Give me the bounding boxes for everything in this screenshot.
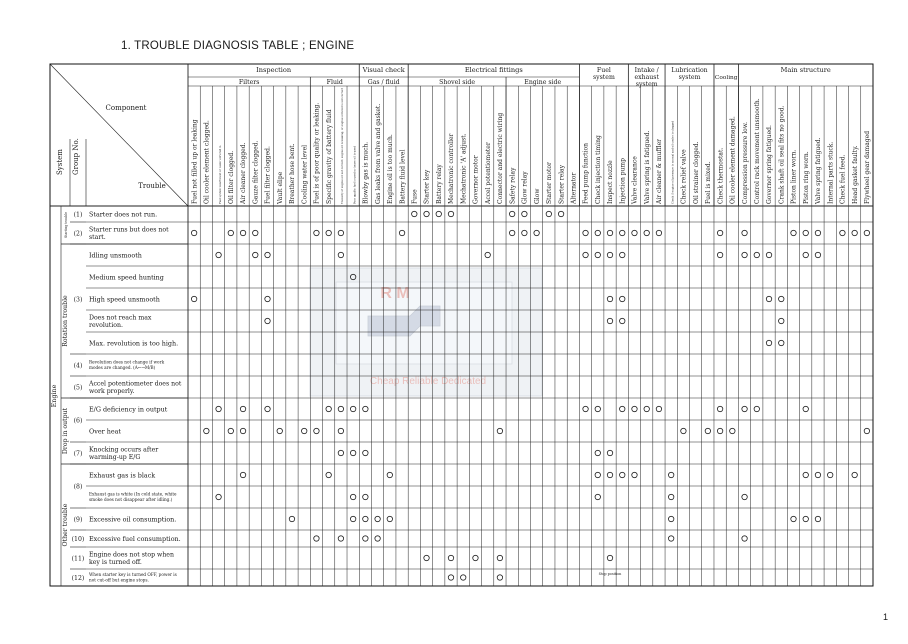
diagnosis-mark xyxy=(620,318,625,323)
column-label: Mechatronic controller xyxy=(448,133,456,204)
diagnosis-mark xyxy=(742,252,747,257)
column-label: Inspect nozzle xyxy=(607,160,615,204)
diagnosis-mark xyxy=(363,536,368,541)
trouble-label: Engine does not stop when key is turned off. xyxy=(89,551,174,566)
trouble-label: Revolution does not change if work modes are changed. (A←→M/B) xyxy=(89,359,165,370)
column-label: Feed pump function xyxy=(582,143,590,204)
diagnosis-mark xyxy=(779,340,784,345)
diagnosis-mark xyxy=(779,296,784,301)
column-label: Safety relay xyxy=(509,167,517,204)
column-label: Oil strainer clogged. xyxy=(692,141,700,204)
diagnosis-mark xyxy=(265,296,270,301)
trouble-label: High speed unsmooth xyxy=(89,295,160,304)
diagnosis-mark xyxy=(607,230,612,235)
diagnosis-mark xyxy=(803,472,808,477)
trouble-header: Trouble xyxy=(138,182,166,190)
diagnosis-mark xyxy=(302,428,307,433)
column-label: Check injection timing xyxy=(594,135,602,204)
diagnosis-mark xyxy=(265,252,270,257)
diagnosis-mark xyxy=(522,230,527,235)
column-label: Engine oil is too much. xyxy=(387,134,395,204)
diagnosis-mark xyxy=(448,555,453,560)
diagnosis-mark xyxy=(497,575,502,580)
column-label: Connector and electric wiring xyxy=(497,112,505,204)
trouble-label: Excessive fuel consumption. xyxy=(89,535,181,543)
diagnosis-mark xyxy=(387,472,392,477)
diagnosis-mark xyxy=(864,428,869,433)
column-label: Crank shaft oil seal fits no good. xyxy=(778,105,786,204)
diagnosis-mark xyxy=(779,318,784,323)
subcategory-label: Shovel side xyxy=(439,79,476,86)
watermark-tagline: Cheap Reliable Dedicated xyxy=(369,376,487,387)
diagnosis-mark xyxy=(448,211,453,216)
trouble-label: Exhaust gas is white (In cold state, white smoke does not disappear after idling.) xyxy=(89,491,177,502)
trouble-label: Does not reach max revolution. xyxy=(89,314,152,329)
diagnosis-mark xyxy=(338,252,343,257)
diagnosis-mark xyxy=(852,472,857,477)
column-label: Flywheel gear damaged xyxy=(864,130,872,204)
column-label: Fuel filter clogged. xyxy=(264,146,272,204)
diagnosis-mark xyxy=(742,494,747,499)
diagnosis-mark xyxy=(497,428,502,433)
diagnosis-mark xyxy=(668,494,673,499)
column-label: Check fuel feed. xyxy=(839,154,847,204)
diagnosis-mark xyxy=(424,211,429,216)
diagnosis-mark xyxy=(534,230,539,235)
diagnosis-mark xyxy=(338,428,343,433)
diagnosis-mark xyxy=(656,406,661,411)
diagnosis-mark xyxy=(742,536,747,541)
system-label: Drop in output xyxy=(62,407,69,455)
diagnosis-mark xyxy=(791,516,796,521)
trouble-label: Excessive oil consumption. xyxy=(89,515,177,524)
column-label: Mechatronic 'A' adjust. xyxy=(460,133,468,204)
component-header: Component xyxy=(105,104,147,112)
diagnosis-mark xyxy=(375,516,380,521)
column-label: Oil filter clogged. xyxy=(228,150,236,204)
diagnosis-mark xyxy=(350,450,355,455)
trouble-label: Starter runs but does not start. xyxy=(89,226,169,241)
column-label: Accel potentiometer xyxy=(484,142,492,204)
diagnosis-mark xyxy=(717,252,722,257)
group-label: (5) xyxy=(73,384,83,392)
diagnosis-mark xyxy=(583,252,588,257)
diagnosis-mark xyxy=(326,406,331,411)
diagnosis-mark xyxy=(644,406,649,411)
diagnosis-mark xyxy=(387,516,392,521)
diagnosis-mark xyxy=(558,211,563,216)
group-label: (4) xyxy=(73,362,83,370)
column-label: Valve spring fatigued. xyxy=(815,137,823,204)
diagnosis-mark xyxy=(191,296,196,301)
column-label: Check if engine oil pressure is normal and oil cooler is clogged xyxy=(671,120,675,204)
page-number: 1 xyxy=(882,612,888,622)
diagnosis-mark xyxy=(363,406,368,411)
column-label: Blowby gas is much. xyxy=(362,141,370,204)
column-label: Fuel is of poor quality or leaking. xyxy=(313,102,321,204)
column-label: Fuel is mixed. xyxy=(705,161,713,204)
diagnosis-mark xyxy=(216,406,221,411)
diagnosis-mark xyxy=(265,406,270,411)
category-label: Inspection xyxy=(256,66,292,74)
column-label: Valve spring is fatigued. xyxy=(643,130,651,204)
diagnosis-mark xyxy=(803,252,808,257)
diagnosis-mark xyxy=(668,536,673,541)
diagnosis-mark xyxy=(326,230,331,235)
diagnosis-mark xyxy=(864,230,869,235)
column-label: Piston ring worn. xyxy=(802,151,810,204)
diagnosis-mark xyxy=(840,230,845,235)
group-label: (7) xyxy=(73,450,83,458)
group-label: (2) xyxy=(73,230,83,238)
diagnosis-mark xyxy=(363,494,368,499)
diagnosis-mark xyxy=(791,230,796,235)
diagnosis-mark xyxy=(607,555,612,560)
trouble-label: Accel potentiometer does not work properly. xyxy=(89,380,182,395)
trouble-label: Over heat xyxy=(89,427,121,436)
column-label: Fuel system insufficient or water ent'ered in xyxy=(218,145,222,204)
diagnosis-mark xyxy=(766,340,771,345)
diagnosis-mark xyxy=(314,428,319,433)
header-diagonal xyxy=(50,64,188,206)
diagnosis-mark xyxy=(253,230,258,235)
diagnosis-mark xyxy=(705,428,710,433)
diagnosis-mark xyxy=(620,230,625,235)
diagnosis-mark xyxy=(607,450,612,455)
diagnosis-mark xyxy=(436,211,441,216)
column-label: Vault elipe xyxy=(276,171,284,204)
trouble-label: Exhaust gas is black xyxy=(89,471,156,480)
trouble-label: Medium speed hunting xyxy=(89,273,164,282)
diagnosis-mark xyxy=(216,494,221,499)
category-label: Intake / exhaust system xyxy=(634,67,659,88)
diagnosis-mark xyxy=(228,230,233,235)
diagnosis-mark xyxy=(253,252,258,257)
diagnosis-mark xyxy=(607,296,612,301)
diagnosis-mark xyxy=(632,406,637,411)
column-label: Check thermostat. xyxy=(717,147,725,204)
diagnosis-mark xyxy=(240,230,245,235)
group-label: (3) xyxy=(73,296,83,304)
diagnosis-mark xyxy=(240,428,245,433)
group-label: (12) xyxy=(71,575,85,582)
group-label: (8) xyxy=(73,483,83,491)
diagnosis-mark xyxy=(766,296,771,301)
category-label: Electrical fittings xyxy=(464,66,523,74)
column-label: Air cleaner clogged. xyxy=(240,142,248,204)
diagnosis-mark xyxy=(766,252,771,257)
group-label: (1) xyxy=(73,211,83,219)
column-label: Oil cooler element damaged. xyxy=(729,116,737,204)
diagnosis-mark xyxy=(204,428,209,433)
column-label: Poor quality fuel is used or heavy oil is used xyxy=(353,146,357,204)
diagnosis-mark xyxy=(620,252,625,257)
diagnosis-mark xyxy=(314,536,319,541)
diagnosis-mark xyxy=(363,450,368,455)
diagnosis-mark xyxy=(473,555,478,560)
diagnosis-mark xyxy=(363,516,368,521)
diagnosis-mark xyxy=(289,516,294,521)
diagnosis-mark xyxy=(240,406,245,411)
diagnosis-mark xyxy=(448,575,453,580)
system-label: Starting trouble xyxy=(64,211,68,239)
diagnosis-mark xyxy=(607,252,612,257)
diagnosis-mark xyxy=(375,536,380,541)
column-label: Piston liner worn. xyxy=(790,149,798,204)
column-label: Oil cooler element clogged. xyxy=(203,120,211,204)
category-label: Cooling xyxy=(714,75,738,81)
column-label: Fuse xyxy=(411,189,419,204)
diagnosis-mark xyxy=(240,472,245,477)
diagnosis-mark xyxy=(668,472,673,477)
diagnosis-mark xyxy=(338,450,343,455)
diagnosis-mark xyxy=(509,230,514,235)
diagnosis-mark xyxy=(595,472,600,477)
column-label: Glow xyxy=(533,188,541,204)
diagnosis-mark xyxy=(461,575,466,580)
diagnosis-mark xyxy=(399,230,404,235)
diagnosis-mark xyxy=(681,428,686,433)
diagnosis-mark xyxy=(742,406,747,411)
column-label: Control rack movement unsmooth. xyxy=(753,98,761,204)
column-label: Gauze filter clogged. xyxy=(252,140,260,204)
column-label: Head gasket faulty. xyxy=(851,145,859,204)
diagnosis-mark xyxy=(191,230,196,235)
page-title: 1. TROUBLE DIAGNOSIS TABLE ; ENGINE xyxy=(121,40,355,52)
subcategory-label: Filters xyxy=(238,79,260,86)
diagnosis-mark xyxy=(314,230,319,235)
diagnosis-mark xyxy=(595,450,600,455)
diagnosis-mark xyxy=(815,472,820,477)
column-label: Specific gravity of battery fluid xyxy=(325,109,333,204)
diagnosis-mark xyxy=(216,252,221,257)
system-label: Other trouble xyxy=(62,503,69,547)
column-label: Compression pressure low. xyxy=(741,121,749,204)
diagnosis-mark xyxy=(656,230,661,235)
column-label: Starter motor xyxy=(546,162,554,204)
group-label: (9) xyxy=(73,516,83,524)
diagnosis-mark xyxy=(338,230,343,235)
diagnosis-mark xyxy=(620,406,625,411)
trouble-label: When starter key is turned OFF, power is not cut-off but engine stops. xyxy=(89,572,177,583)
diagnosis-mark xyxy=(595,252,600,257)
category-label: Lubrication system xyxy=(671,67,708,81)
diagnosis-mark xyxy=(509,211,514,216)
diagnosis-mark xyxy=(803,516,808,521)
column-label: Starter key xyxy=(423,169,431,204)
group-label: (6) xyxy=(73,417,83,425)
diagnosis-mark xyxy=(228,428,233,433)
stop-position-note: Stop position xyxy=(598,572,622,576)
column-label: Injection pump xyxy=(619,158,627,204)
diagnosis-mark xyxy=(754,406,759,411)
diagnosis-mark xyxy=(607,318,612,323)
trouble-label: Max. revolution is too high. xyxy=(89,339,179,348)
column-label: Gas leaks from valve and gasket. xyxy=(374,103,382,204)
diagnosis-mark xyxy=(742,230,747,235)
diagnosis-mark xyxy=(644,230,649,235)
diagnosis-mark xyxy=(546,211,551,216)
diagnosis-mark xyxy=(326,472,331,477)
diagnosis-mark xyxy=(730,428,735,433)
column-label: Air cleaner & muffler xyxy=(656,138,664,204)
diagnosis-mark xyxy=(827,472,832,477)
watermark-logo: R M xyxy=(380,285,410,302)
subcategory-label: Fluid xyxy=(326,79,343,86)
diagnosis-mark xyxy=(338,406,343,411)
diagnosis-mark xyxy=(583,230,588,235)
diagnosis-mark xyxy=(717,428,722,433)
system-label: Rotation trouble xyxy=(62,295,69,347)
diagnosis-mark xyxy=(717,230,722,235)
diagnosis-mark xyxy=(803,230,808,235)
column-label: Cooling water level xyxy=(301,144,309,204)
diagnosis-mark xyxy=(265,318,270,323)
diagnosis-mark xyxy=(277,428,282,433)
column-label: Viscosity of engine oil not correct; engine oil is leaking, or engine oil level is not correct xyxy=(341,87,345,204)
column-label: Valve clearance xyxy=(631,156,639,204)
diagnosis-mark xyxy=(412,211,417,216)
diagnosis-mark xyxy=(632,472,637,477)
column-label: Alternator xyxy=(570,172,578,204)
column-label: Starter relay xyxy=(558,164,566,204)
column-label: Battery relay xyxy=(435,164,443,204)
subcategory-label: Gas / fluid xyxy=(367,79,400,86)
diagnosis-mark xyxy=(620,472,625,477)
category-label: Main structure xyxy=(780,66,831,74)
diagnosis-mark xyxy=(607,472,612,477)
category-label: Visual check xyxy=(362,66,405,74)
diagnosis-mark xyxy=(350,516,355,521)
column-label: Battery fluid level xyxy=(399,149,407,204)
diagnosis-mark xyxy=(815,252,820,257)
diagnosis-mark xyxy=(803,406,808,411)
diagnosis-mark xyxy=(754,252,759,257)
diagnosis-mark xyxy=(485,252,490,257)
diagnosis-mark xyxy=(668,516,673,521)
column-label: Governor motor xyxy=(472,155,480,204)
diagnosis-mark xyxy=(424,555,429,560)
diagnosis-mark xyxy=(595,230,600,235)
diagnosis-mark xyxy=(350,406,355,411)
diagnosis-mark xyxy=(350,494,355,499)
column-label: Fuel not filled up or leaking xyxy=(191,119,199,204)
trouble-label: Idling unsmooth xyxy=(89,251,142,260)
subcategory-label: Engine side xyxy=(524,79,562,86)
trouble-label: Starter does not run. xyxy=(89,210,158,219)
diagnosis-mark xyxy=(583,406,588,411)
column-label: Breather hose bent. xyxy=(289,143,297,204)
diagnosis-mark xyxy=(632,230,637,235)
group-label: (10) xyxy=(71,536,85,543)
column-label: Internal parts stuck. xyxy=(827,141,835,204)
category-label: Fuel system xyxy=(592,67,615,81)
trouble-label: E/G deficiency in output xyxy=(89,405,168,414)
group-label: (11) xyxy=(71,555,85,563)
system-header: System xyxy=(56,149,64,175)
trouble-label: Knocking occurs after warming-up E/G xyxy=(89,446,159,461)
diagnosis-mark xyxy=(815,230,820,235)
system-label-engine: Engine xyxy=(50,384,58,408)
diagnosis-mark xyxy=(620,296,625,301)
diagnosis-mark xyxy=(815,516,820,521)
diagnosis-mark xyxy=(595,494,600,499)
diagnosis-mark xyxy=(522,211,527,216)
diagnosis-mark xyxy=(338,536,343,541)
column-label: Governor spring fatigued. xyxy=(766,125,774,204)
column-label: Glow relay xyxy=(521,171,529,204)
diagnosis-mark xyxy=(497,555,502,560)
column-label: Check relief valve xyxy=(680,149,688,204)
diagnosis-mark xyxy=(852,230,857,235)
diagnosis-mark xyxy=(595,406,600,411)
diagnosis-mark xyxy=(717,406,722,411)
group-header: Group No. xyxy=(72,138,80,175)
